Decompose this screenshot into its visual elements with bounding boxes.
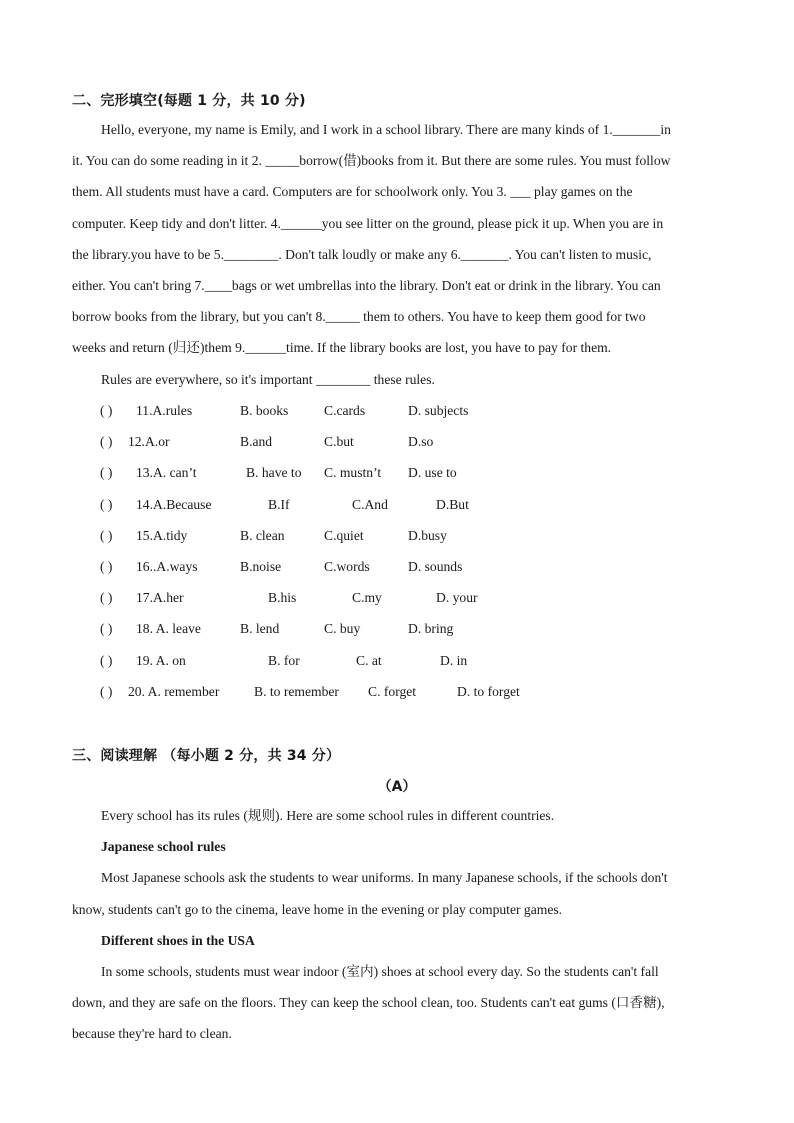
answer-bracket[interactable]: ( ) (100, 558, 113, 574)
option-c: C.but (324, 434, 354, 450)
question-row (100, 551, 620, 582)
passage-line: computer. Keep tidy and don't litter. 4.______you see litter on the ground, please pick it up. When you are in (72, 215, 664, 231)
option-d: D.But (436, 496, 469, 512)
section-3-heading: 三、阅读理解 （每小题 2 分，共 34 分） (72, 748, 341, 764)
passage-line: know, students can't go to the cinema, leave home in the evening or play computer games. (72, 901, 563, 917)
option-c: C. buy (324, 621, 361, 637)
option-c: C.cards (324, 403, 366, 418)
option-a: 16..A.ways (136, 558, 198, 574)
section-2-heading: 二、完形填空(每题 1 分，共 10 分) (72, 93, 306, 109)
passage-line: borrow books from the library, but you can't 8._____ them to others. You have to keep them good for two (72, 309, 646, 325)
intro-line: Every school has its rules (规则). Here are some school rules in different countries. (101, 808, 555, 823)
subsection-title: Japanese school rules (101, 839, 226, 855)
option-a: 13.A. can’t (136, 465, 197, 481)
question-row (100, 457, 620, 488)
option-d: D. to forget (457, 683, 520, 699)
answer-bracket[interactable]: ( ) (100, 621, 113, 637)
passage-line: Most Japanese schools ask the students to wear uniforms. In many Japanese schools, if the schools don't (101, 870, 668, 886)
option-c: C. mustn’t (324, 465, 382, 481)
passage-line: the library.you have to be 5.________. Don't talk loudly or make any 6._______. You can't listen to music, (72, 246, 652, 262)
part-label: （A） (377, 779, 417, 795)
question-row (100, 582, 620, 613)
option-a: 18. A. leave (136, 621, 201, 637)
cloze-passage (72, 114, 724, 395)
passage-line: down, and they are safe on the floors. They can keep the school clean, too. Students can't eat gums (口香糖), (72, 995, 665, 1011)
question-row (100, 613, 620, 644)
option-d: D. subjects (408, 403, 469, 418)
option-b: B. clean (240, 527, 285, 543)
passage-line: In some schools, students must wear indoor (室内) shoes at school every day. So the students can't fall (101, 963, 659, 979)
option-a: 12.A.or (128, 434, 170, 450)
option-d: D. in (440, 652, 468, 668)
subsection-title: Different shoes in the USA (101, 932, 255, 948)
reading-passage (72, 800, 724, 1050)
option-d: D. sounds (408, 558, 463, 574)
question-row (100, 395, 620, 426)
passage-line: it. You can do some reading in it 2. _____borrow(借)books from it. But there are some rules. You must follow (72, 153, 671, 169)
option-d: D. bring (408, 621, 454, 637)
option-c: C. at (356, 652, 382, 668)
option-c: C. forget (368, 683, 417, 699)
question-row (100, 426, 620, 457)
option-a: 20. A. remember (128, 683, 220, 699)
answer-bracket[interactable]: ( ) (100, 590, 113, 606)
question-row (100, 520, 620, 551)
cloze-options (100, 395, 620, 707)
option-a: 14.A.Because (136, 496, 212, 512)
option-a: 17.A.her (136, 590, 184, 606)
passage-line: Hello, everyone, my name is Emily, and I work in a school library. There are many kinds of 1._______in (101, 122, 671, 137)
answer-bracket[interactable]: ( ) (100, 652, 113, 668)
passage-line: either. You can't bring 7.____bags or wet umbrellas into the library. Don't eat or drink in the library. You can (72, 277, 661, 293)
option-c: C.words (324, 558, 370, 574)
option-c: C.quiet (324, 527, 364, 543)
answer-bracket[interactable]: ( ) (100, 527, 113, 543)
answer-bracket[interactable]: ( ) (100, 434, 113, 450)
option-a: 19. A. on (136, 652, 186, 668)
option-a: 15.A.tidy (136, 527, 188, 543)
question-row (100, 645, 620, 676)
option-b: B. to remember (254, 683, 339, 699)
answer-bracket[interactable]: ( ) (100, 465, 113, 481)
option-d: D. your (436, 590, 478, 606)
option-b: B.and (240, 434, 273, 450)
answer-bracket[interactable]: ( ) (100, 683, 113, 699)
question-row (100, 676, 620, 707)
answer-bracket[interactable]: ( ) (100, 403, 113, 418)
option-c: C.And (352, 496, 388, 512)
option-d: D.so (408, 434, 434, 450)
option-d: D.busy (408, 527, 447, 543)
option-b: B. have to (246, 465, 302, 481)
option-b: B. lend (240, 621, 280, 637)
option-c: C.my (352, 590, 382, 606)
option-b: B.noise (240, 558, 282, 574)
option-b: B. for (268, 652, 300, 668)
passage-line: weeks and return (归还)them 9.______time. If the library books are lost, you have to pay for them. (72, 340, 612, 356)
option-b: B.his (268, 590, 297, 606)
option-a: 11.A.rules (136, 403, 193, 418)
option-d: D. use to (408, 465, 457, 481)
passage-line: them. All students must have a card. Computers are for schoolwork only. You 3. ___ play games on the (72, 184, 633, 200)
answer-bracket[interactable]: ( ) (100, 496, 113, 512)
passage-line: Rules are everywhere, so it's important ________ these rules. (101, 371, 435, 387)
question-row (100, 489, 620, 520)
option-b: B. books (240, 403, 289, 418)
option-b: B.If (268, 496, 290, 512)
passage-line: because they're hard to clean. (72, 1026, 232, 1042)
